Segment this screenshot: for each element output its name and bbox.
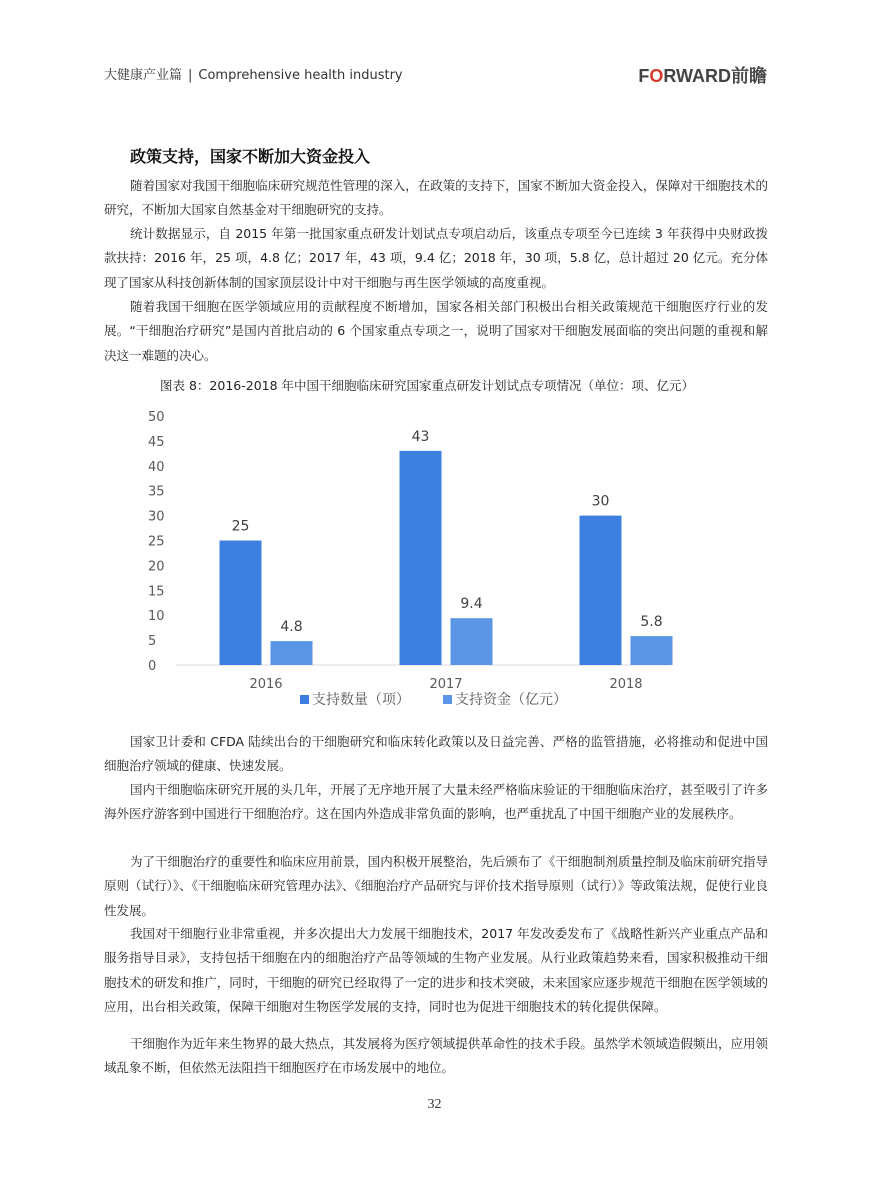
bars-group xyxy=(220,429,673,665)
data-label: 4.8 xyxy=(280,619,303,636)
x-tick-label: 2017 xyxy=(429,677,463,692)
page-number: 32 xyxy=(427,1097,442,1112)
paragraph-policy: 随着我国干细胞在医学领域应用的贡献程度不断增加，国家各相关部门积极出台相关政策规范干细胞医疗行业的发展。“干细胞治疗研究”是国内首批启动的 6 个国家重点专项之一，说明了国家对干细胞发展面临的突出问题的重视和解决这一难题的决心。 xyxy=(104,299,768,363)
y-tick-label: 40 xyxy=(148,459,165,475)
x-tick-label: 2018 xyxy=(609,677,643,692)
paragraph-rectification: 为了干细胞治疗的重要性和临床应用前景，国内积极开展整治，先后颁布了《干细胞制剂质量控制及临床前研究指导原则（试行）》、《干细胞临床研究管理办法》、《细胞治疗产品研究与评价技术指导原则（试行）》等政策法规，促使行业良性发展。 xyxy=(104,854,768,918)
y-tick-label: 35 xyxy=(148,484,165,500)
data-label: 9.4 xyxy=(460,596,483,613)
x-tick-label: 2016 xyxy=(249,677,283,692)
bar-count-2017 xyxy=(400,451,442,665)
bar-count-2016 xyxy=(220,541,262,666)
y-tick-label: 20 xyxy=(148,559,165,575)
legend-swatch-count xyxy=(300,695,309,704)
paragraph-conclusion: 干细胞作为近年来生物界的最大热点，其发展将为医疗领域提供革命性的技术手段。虽然学术领域造假频出，应用领域乱象不断，但依然无法阻挡干细胞医疗在市场发展中的地位。 xyxy=(104,1036,768,1076)
legend xyxy=(300,691,567,708)
y-tick-label: 15 xyxy=(148,584,165,600)
legend-swatch-funding xyxy=(443,695,452,704)
header-category: 大健康产业篇 xyxy=(104,68,183,83)
header-separator: | xyxy=(188,68,193,83)
paragraph-development: 我国对干细胞行业非常重视，并多次提出大力发展干细胞技术，2017 年发改委发布了《战略性新兴产业重点产品和服务指导目录》，支持包括干细胞在内的细胞治疗产品等领域的生物产业发展。从行业政策趋势来看，国家积极推动干细胞技术的研发和推广，同时，干细胞的研究已经取得了一定的进步和技术突破，未来国家应逐步规范干细胞在医学领域的应用，出台相关政策，保障干细胞对生物医学发展的支持，同时也为促进干细胞技术的转化提供保障。 xyxy=(104,926,768,1014)
y-tick-label: 25 xyxy=(148,534,165,550)
y-tick-label: 5 xyxy=(148,634,157,650)
y-axis xyxy=(148,410,165,674)
bar-funding-2017 xyxy=(451,618,493,665)
paragraph-disorder: 国内干细胞临床研究开展的头几年，开展了无序地开展了大量未经严格临床验证的干细胞临床治疗，甚至吸引了许多海外医疗游客到中国进行干细胞治疗。这在国内外造成非常负面的影响，也严重扰乱了中国干细胞产业的发展秩序。 xyxy=(104,782,768,822)
logo-o-mark: O xyxy=(649,66,664,86)
data-label: 30 xyxy=(591,493,610,510)
y-tick-label: 10 xyxy=(148,609,165,625)
logo-text-start: F xyxy=(638,66,650,86)
paragraph-intro: 随着国家对我国干细胞临床研究规范性管理的深入，在政策的支持下，国家不断加大资金投入，保障对干细胞技术的研究，不断加大国家自然基金对干细胞研究的支持。 xyxy=(104,178,768,218)
paragraph-regulation: 国家卫计委和 CFDA 陆续出台的干细胞研究和临床转化政策以及日益完善、严格的监管措施，必将推动和促进中国细胞治疗领域的健康、快速发展。 xyxy=(104,734,768,774)
y-tick-label: 30 xyxy=(148,509,165,525)
y-tick-label: 45 xyxy=(148,434,165,450)
legend-label-count: 支持数量（项） xyxy=(312,692,410,708)
bar-funding-2018 xyxy=(631,636,673,665)
bar-funding-2016 xyxy=(271,641,313,665)
header-left xyxy=(104,64,403,83)
legend-label-funding: 支持资金（亿元） xyxy=(455,692,567,708)
bar-count-2018 xyxy=(580,516,622,665)
data-label: 25 xyxy=(231,518,250,535)
header-english: Comprehensive health industry xyxy=(198,68,403,83)
paragraph-statistics: 统计数据显示，自 2015 年第一批国家重点研发计划试点专项启动后，该重点专项至今已连续 3 年获得中央财政拨款扶持：2016 年，25 项，4.8 亿；2017 年，43 项，9.4 亿；2018 年，30 项，5.8 亿，总计超过 20 亿元。充分体现了国家从科技创新体制的国家顶层设计中对干细胞与再生医学领域的高度重视。 xyxy=(104,226,768,290)
figure-caption: 图表 8：2016-2018 年中国干细胞临床研究国家重点研发计划试点专项情况（单位：项、亿元） xyxy=(160,378,695,393)
section-title: 政策支持，国家不断加大资金投入 xyxy=(130,147,371,166)
data-label: 5.8 xyxy=(640,614,663,631)
forward-logo xyxy=(638,62,767,88)
y-tick-label: 50 xyxy=(148,410,165,425)
bar-chart xyxy=(140,400,740,720)
x-axis xyxy=(249,677,642,692)
data-label: 43 xyxy=(411,428,430,445)
logo-text-end: RWARD前瞻 xyxy=(663,66,767,86)
y-tick-label: 0 xyxy=(148,659,157,674)
